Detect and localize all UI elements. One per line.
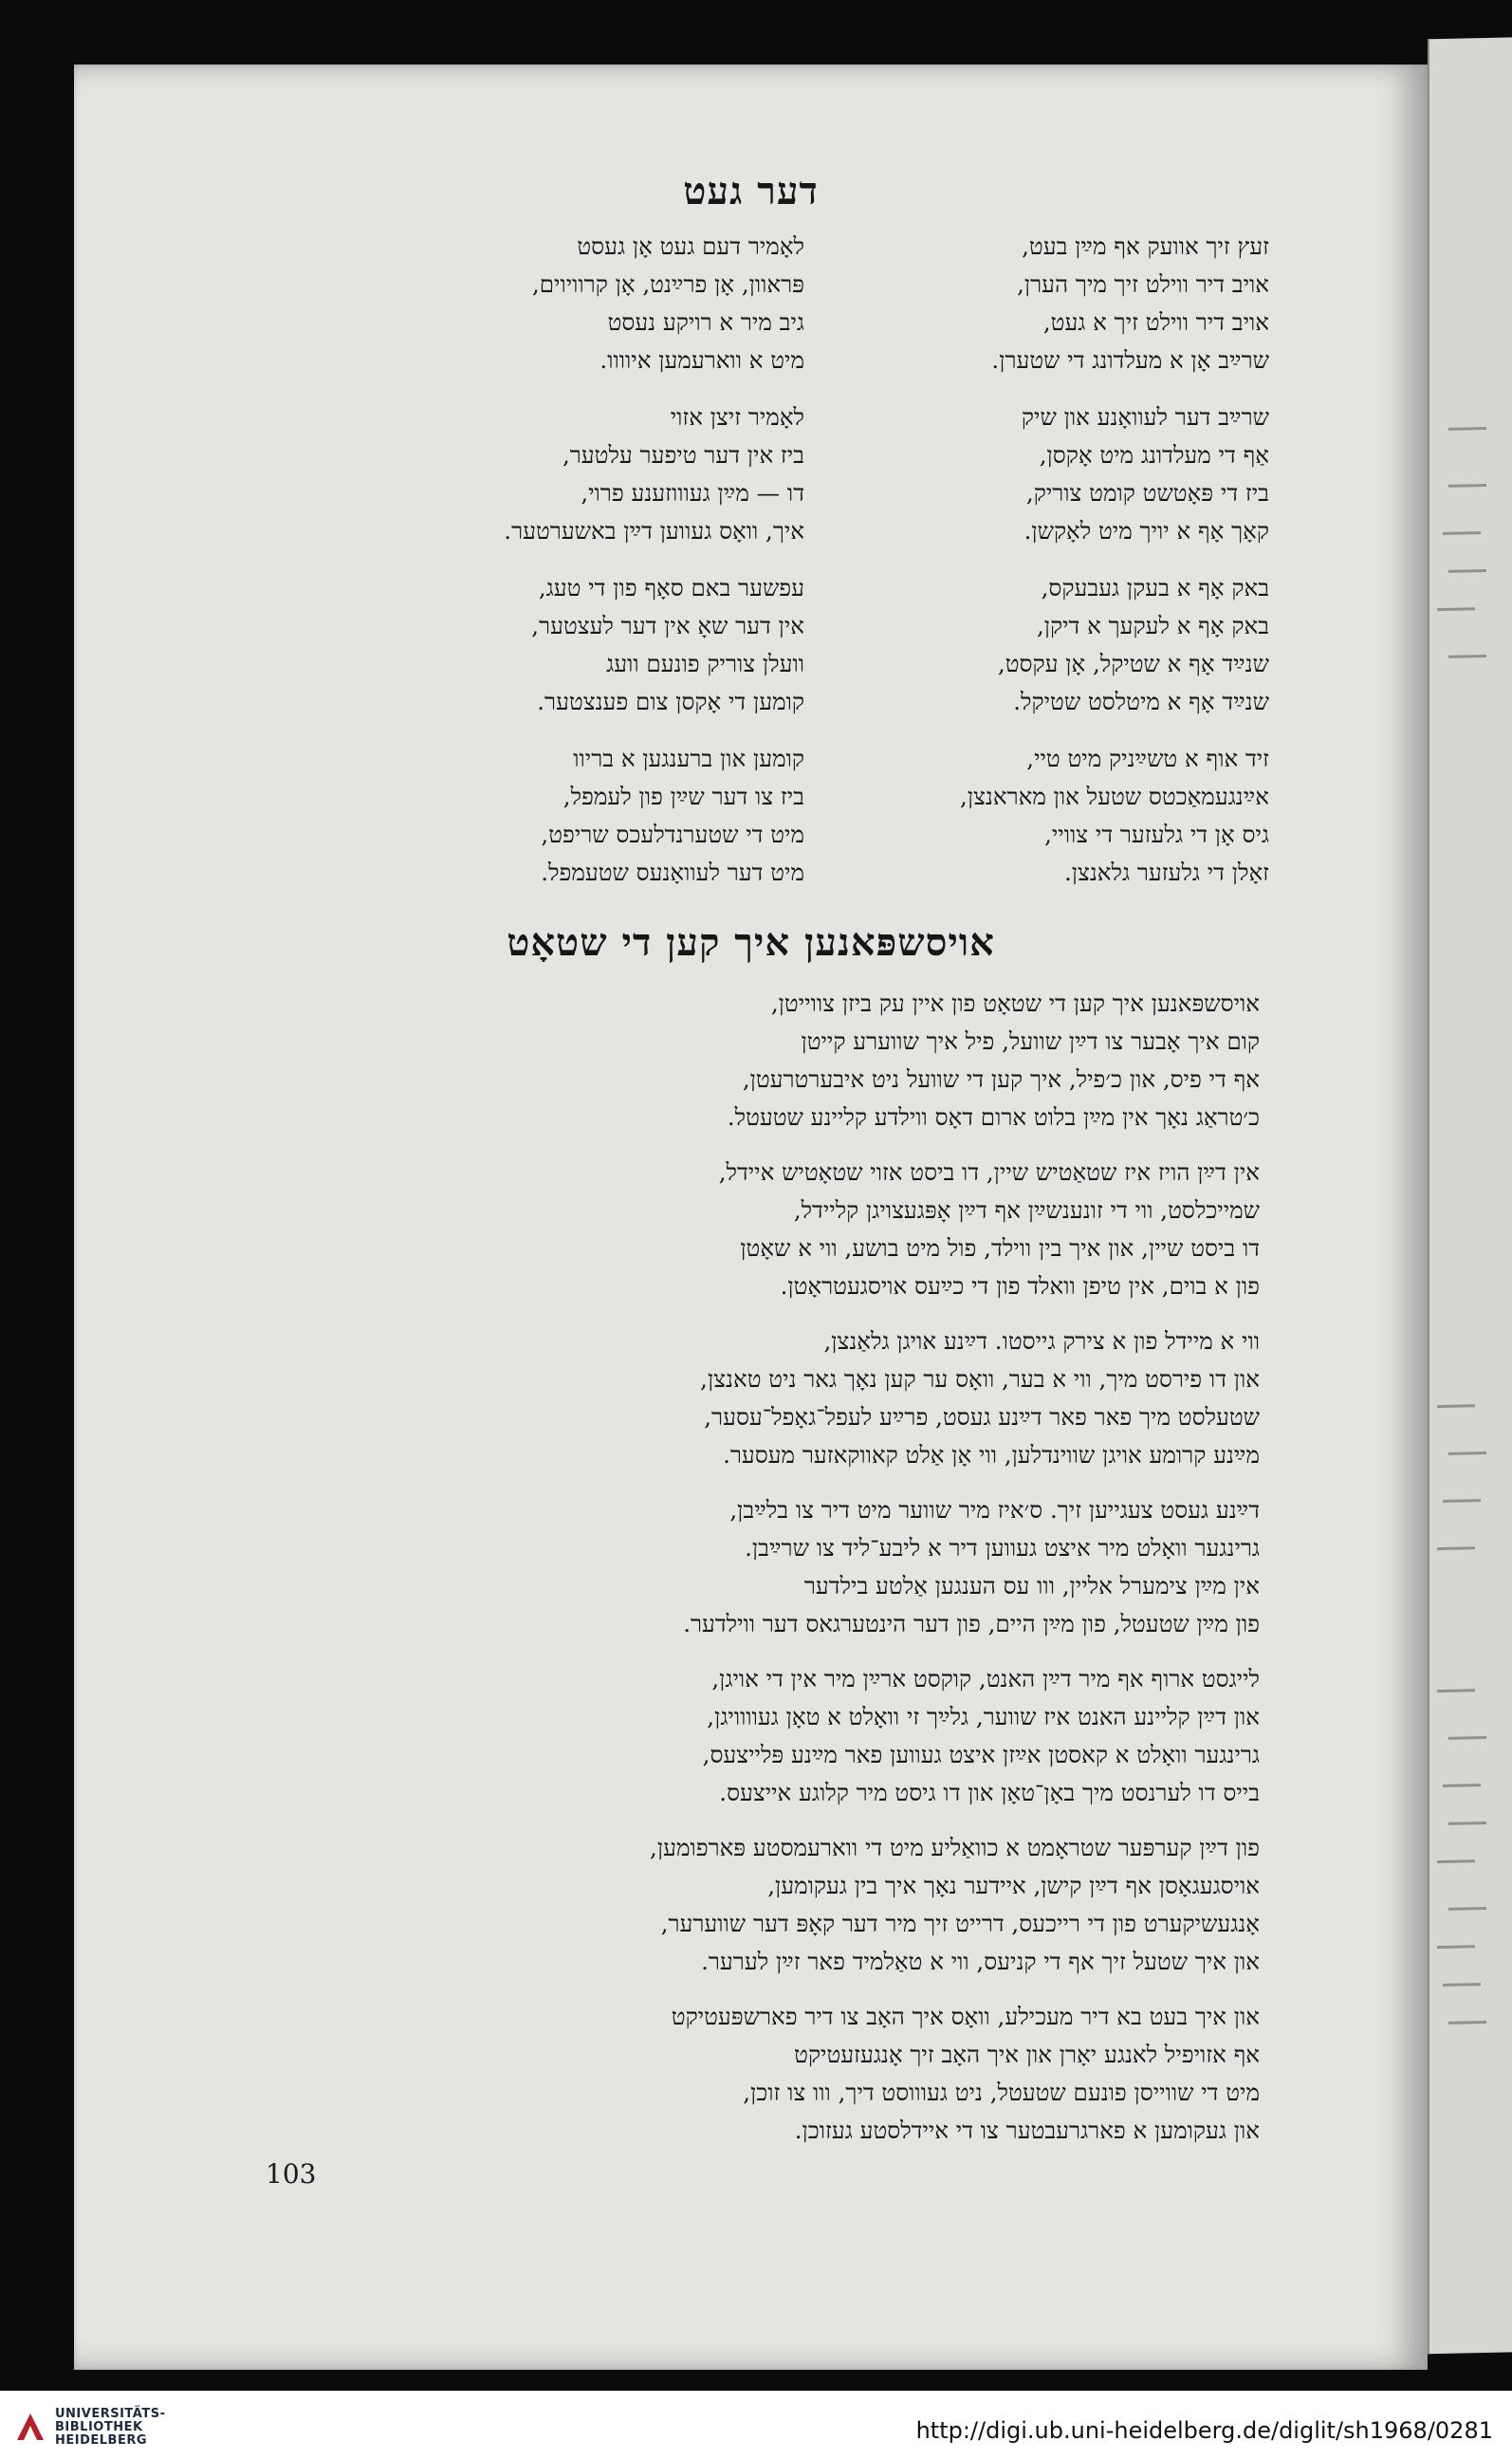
verse-line: אײַנגעמאַכטס שטעל און מאראנצן, bbox=[960, 783, 1269, 810]
stanza bbox=[349, 569, 804, 721]
facing-page-text-fragment bbox=[1437, 1945, 1475, 1949]
verse-line: מיט א ווארעמען איוווו. bbox=[599, 346, 804, 374]
verse-line: עפשער באם סאָף פון די טעג, bbox=[538, 574, 804, 601]
facing-page-text-fragment bbox=[1448, 569, 1486, 573]
facing-page-text-fragment bbox=[1448, 1907, 1486, 1911]
verse-line: שמייכלסט, ווי די זונענשײַן אף דײַן אָפּגעצויגן קליידל, bbox=[793, 1196, 1260, 1224]
stanza bbox=[795, 740, 1269, 892]
verse-line: אויסגעגאָסן אף דײַן קישן, איידער נאָך איך בין געקומען, bbox=[767, 1872, 1260, 1899]
facing-page-text-fragment bbox=[1437, 1546, 1475, 1550]
facing-page-edge bbox=[1428, 37, 1512, 2355]
verse-line: אין מײַן צימערל אליין, ווו עס הענגען אַלטע בילדער bbox=[803, 1572, 1260, 1599]
stanza bbox=[415, 1491, 1260, 1643]
verse-line: פּראוון, אָן פרײַנט, אָן קרוויוים, bbox=[531, 270, 804, 298]
stanza bbox=[415, 1829, 1260, 1981]
facing-page-text-fragment bbox=[1443, 1983, 1481, 1987]
verse-line: און דײַן קליינע האנט איז שווער, גלײַך זי וואָלט א טאָן געוווויגן, bbox=[707, 1703, 1260, 1730]
verse-line: זעץ זיך אוועק אף מײַן בעט, bbox=[1022, 232, 1269, 260]
stanza bbox=[415, 985, 1260, 1137]
verse-line: זיד אוף א טשײַניק מיט טיי, bbox=[1026, 745, 1269, 772]
facing-page-text-fragment bbox=[1437, 607, 1475, 611]
verse-line: גרינגער וואָלט מיר איצט געווען דיר א ליבע־ליד צו שרײַבן. bbox=[745, 1534, 1260, 1562]
stanza bbox=[349, 740, 804, 892]
verse-line: מיט דער לעוואָנעס שטעמפל. bbox=[541, 859, 804, 886]
verse-line: לייגסט ארוף אף מיר דײַן האנט, קוקסט ארײַן מיר אין די אויגן, bbox=[711, 1665, 1260, 1692]
verse-line: מײַנע קרומע אויגן שווינדלען, ווי אָן אַלט קאווקאזער מעסער. bbox=[723, 1441, 1260, 1469]
stanza bbox=[415, 1154, 1260, 1305]
library-logo-text[interactable] bbox=[55, 2408, 165, 2448]
verse-line: און איך בעט בא דיר מעכילע, וואָס איך האָב צו דיר פארשפּעטיקט bbox=[671, 2003, 1260, 2030]
verse-line: אויב דיר ווילט זיך מיך הערן, bbox=[1017, 270, 1269, 298]
facing-page-text-fragment bbox=[1437, 1404, 1475, 1408]
verse-line: שנײַד אָף א מיטלסט שטיקל. bbox=[1013, 688, 1269, 715]
stanza bbox=[415, 1660, 1260, 1812]
stanza bbox=[795, 228, 1269, 379]
verse-line: אַף די מעלדונג מיט אָקסן, bbox=[1039, 441, 1269, 469]
facing-page-text-fragment bbox=[1448, 1821, 1486, 1825]
poem2-title: אויסשפּאנען איך קען די שטאָט bbox=[507, 920, 995, 965]
verse-line: וועלן צוריק פונעם וועג bbox=[606, 650, 804, 677]
source-url-link[interactable]: http://digi.ub.uni-heidelberg.de/diglit/sh1968/0281 bbox=[915, 2417, 1493, 2444]
verse-line: לאָמיר זיצן אזוי bbox=[670, 403, 804, 431]
facing-page-text-fragment bbox=[1443, 531, 1481, 535]
verse-line: מיט די שווייסן פונעם שטעטל, ניט געוווסט דיך, ווו צו זוכן, bbox=[743, 2079, 1260, 2106]
verse-line: דו ביסט שיין, און איך בין ווילד, פול מיט בושע, ווי א שאָטן bbox=[740, 1234, 1260, 1262]
verse-line: פון דײַן קערפּער שטראָמט א כוואַליע מיט די ווארעמסטע פּארפומען, bbox=[650, 1834, 1260, 1861]
verse-line: קום איך אָבער צו דײַן שוועל, פיל איך שווערע קייטן bbox=[801, 1027, 1260, 1055]
verse-line: דו — מײַן געוווזענע פרוי, bbox=[581, 479, 804, 507]
verse-line: און דו פירסט מיך, ווי א בער, וואָס ער קען נאָך גאר ניט טאנצן, bbox=[700, 1365, 1260, 1393]
facing-page-text-fragment bbox=[1448, 2021, 1486, 2025]
poem1-left-column bbox=[349, 228, 804, 911]
stanza bbox=[795, 569, 1269, 721]
verse-line: פון מײַן שטעטל, פון מײַן היים, פון דער הינטערגאס דער ווילדער. bbox=[683, 1610, 1260, 1637]
verse-line: אף די פיס, און כ׳פיל, איך קען די שוועל ניט איבערטרעטן, bbox=[742, 1065, 1260, 1093]
facing-page-text-fragment bbox=[1443, 1784, 1481, 1787]
facing-page-text-fragment bbox=[1448, 655, 1486, 658]
verse-line: באק אָף א לעקעך א דיקן, bbox=[1036, 612, 1269, 639]
facing-page-text-fragment bbox=[1443, 1499, 1481, 1503]
verse-line: זאָלן די גלעזער גלאנצן. bbox=[1063, 859, 1269, 886]
verse-line: ביז אין דער טיפער עלטער, bbox=[562, 441, 804, 469]
verse-line: לאָמיר דעם געט אָן געסט bbox=[577, 232, 804, 260]
logo-text-line: BIBLIOTHEK bbox=[55, 2420, 143, 2434]
verse-line: ביז צו דער שײַן פון לעמפל, bbox=[562, 783, 804, 810]
verse-line: גרינגער וואָלט א קאסטן אײַזן איצט געווען פאר מײַנע פּלייצעס, bbox=[702, 1741, 1260, 1768]
stanza bbox=[349, 228, 804, 379]
book-page bbox=[74, 65, 1428, 2370]
verse-line: אָנגעשיקערט פון די רייכעס, דרייט זיך מיר דער קאָפּ דער שווערער, bbox=[660, 1910, 1260, 1937]
poem2-body bbox=[415, 985, 1260, 2167]
stanza bbox=[795, 398, 1269, 550]
verse-line: שרײַב דער לעוואָנע און שיק bbox=[1021, 403, 1269, 431]
verse-line: איך, וואָס געווען דײַן באשערטער. bbox=[504, 517, 804, 545]
page-number: 103 bbox=[266, 2158, 317, 2190]
verse-line: אף אזויפיל לאנגע יאָרן און איך האָב זיך אָנגעזעטיקט bbox=[794, 2041, 1260, 2068]
verse-line: קאָך אָף א יויך מיט לאָקשן. bbox=[1023, 517, 1269, 545]
verse-line: דײַנע געסט צעגייען זיך. ס׳איז מיר שווער מיט דיר צו בלײַבן, bbox=[729, 1496, 1260, 1524]
verse-line: און איך שטעל זיך אף די קניעס, ווי א טאַלמיד פאר זײַן לערער. bbox=[701, 1948, 1260, 1975]
verse-line: פון א בוים, אין טיפן וואלד פון די כײַעס אויסגעטראָטן. bbox=[780, 1272, 1260, 1300]
verse-line: אין דײַן הויז איז שטאַטיש שיין, דו ביסט אזוי שטאָטיש איידל, bbox=[718, 1158, 1260, 1186]
verse-line: כ׳טראַג נאָך אין מײַן בלוט ארום דאָס ווילדע קליינע שטעטל. bbox=[727, 1103, 1260, 1131]
verse-line: קומען און ברענגען א בריוו bbox=[573, 745, 804, 772]
stanza bbox=[415, 1322, 1260, 1474]
university-logo-icon[interactable] bbox=[13, 2410, 47, 2444]
verse-line: מיט די שטערנדלעכס שריפט, bbox=[541, 821, 804, 848]
verse-line: באק אָף א בעקן געבעקס, bbox=[1041, 574, 1269, 601]
facing-page-text-fragment bbox=[1437, 1859, 1475, 1863]
poem1-right-column bbox=[795, 228, 1269, 911]
verse-line: אויסשפּאנען איך קען די שטאָט פון איין עק ביזן צווייטן, bbox=[770, 989, 1260, 1017]
facing-page-text-fragment bbox=[1448, 1451, 1486, 1455]
verse-line: בייס דו לערנסט מיך באָן־טאָן און דו גיסט מיר קלוגע אייצעס. bbox=[719, 1779, 1260, 1806]
facing-page-text-fragment bbox=[1448, 484, 1486, 488]
verse-line: גיב מיר א רויקע נעסט bbox=[607, 308, 804, 336]
facing-page-text-fragment bbox=[1448, 1736, 1486, 1740]
verse-line: שרײַב אָן א מעלדונג די שטערן. bbox=[991, 346, 1269, 374]
poem1-title: דער געט bbox=[683, 169, 819, 213]
logo-text-line: HEIDELBERG bbox=[55, 2433, 148, 2448]
verse-line: שנײַד אָף א שטיקל, אָן עקסט, bbox=[997, 650, 1269, 677]
verse-line: גיס אָן די גלעזער די צוויי, bbox=[1044, 821, 1269, 848]
verse-line: שטעלסט מיך פאר פאר דײַנע געסט, פרײַע לעפל־גאָפל־עסער, bbox=[704, 1403, 1260, 1431]
stanza bbox=[415, 1998, 1260, 2150]
facing-page-text-fragment bbox=[1437, 1689, 1475, 1692]
verse-line: ביז די פּאָטשט קומט צוריק, bbox=[1025, 479, 1269, 507]
verse-line: אויב דיר ווילט זיך א געט, bbox=[1042, 308, 1269, 336]
verse-line: אין דער שאָ אין דער לעצטער, bbox=[531, 612, 804, 639]
verse-line: און געקומען א פארגרעבטער צו די איידלסטע געזוכן. bbox=[794, 2117, 1260, 2144]
verse-line: קומען די אָקסן צום פענצטער. bbox=[537, 688, 804, 715]
stanza bbox=[349, 398, 804, 550]
verse-line: ווי א מיידל פון א צירק גייסטו. דײַנע אויגן גלאַנצן, bbox=[823, 1327, 1260, 1355]
facing-page-text-fragment bbox=[1448, 427, 1486, 431]
logo-text-line: UNIVERSITÄTS- bbox=[55, 2407, 166, 2421]
